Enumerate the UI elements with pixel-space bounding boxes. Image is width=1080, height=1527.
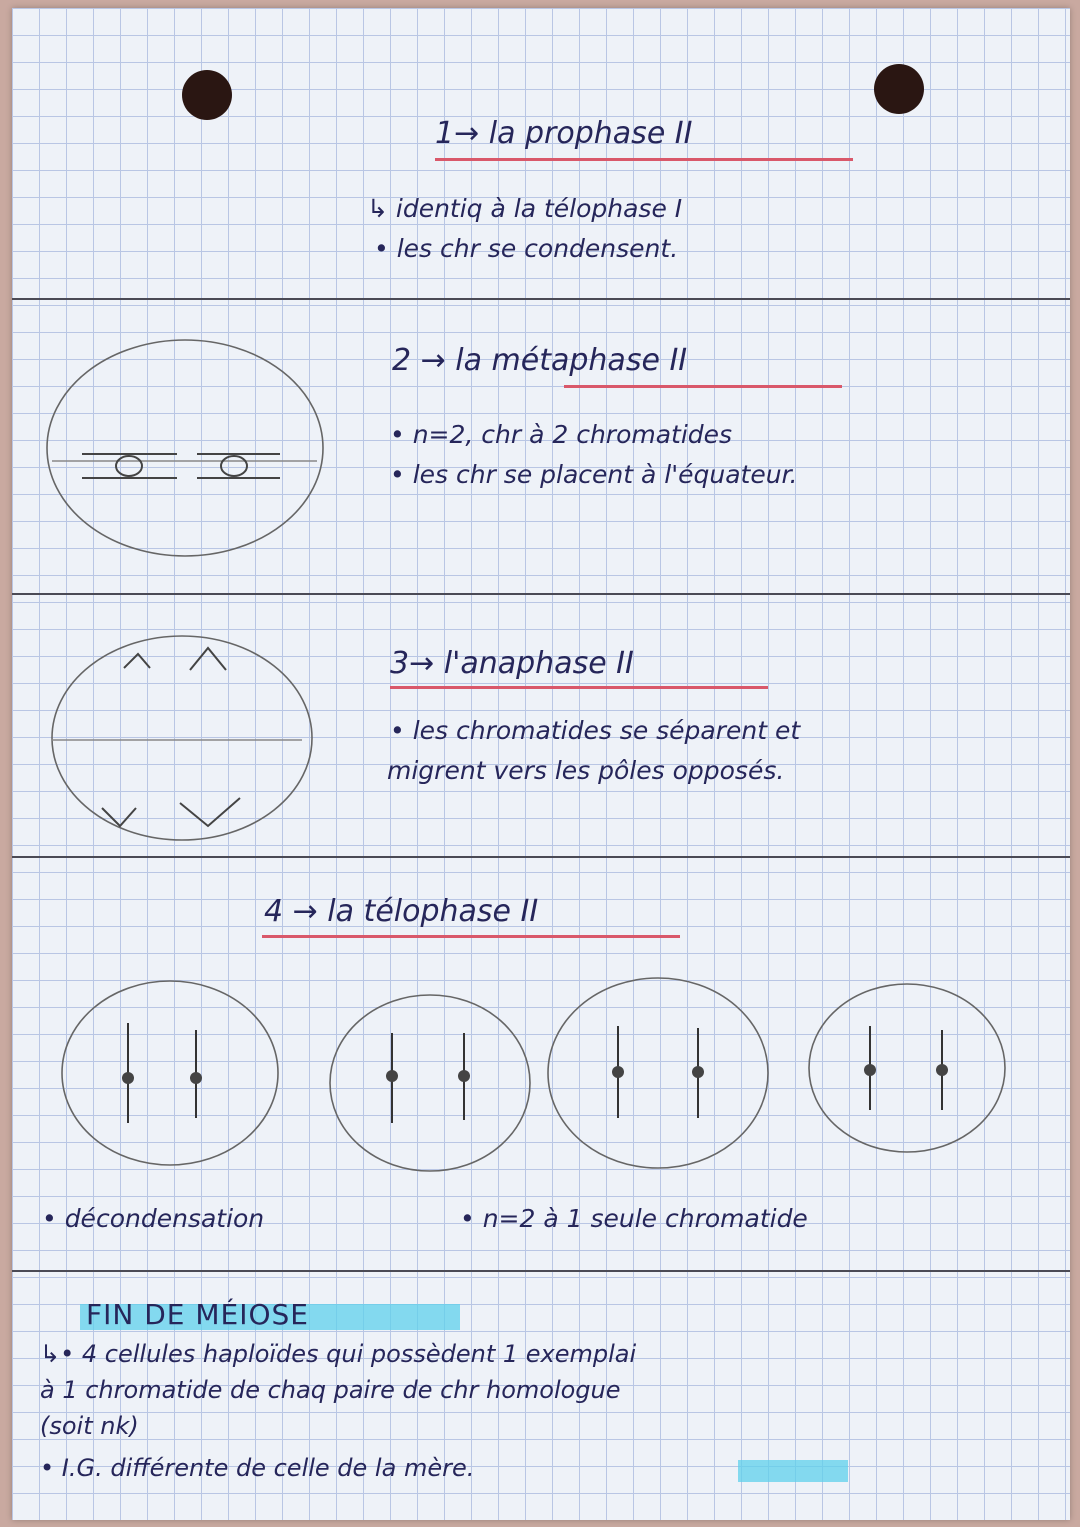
anaphase-chromatid (102, 808, 136, 826)
anaphase-cell (52, 636, 312, 840)
metaphase-cell (47, 340, 323, 556)
section1-line-1: ↳ identiq à la télophase I (367, 194, 683, 223)
section5-title: FIN DE MÉIOSE (86, 1298, 309, 1331)
metaphase-chromosome (221, 456, 247, 476)
section3-line-1: • les chromatides se séparent et (390, 716, 801, 745)
section1-title: 1→ la prophase II (435, 116, 693, 151)
section5-line-1: ↳• 4 cellules haploïdes qui possèdent 1 exemplai (40, 1340, 637, 1368)
section4-note-left: • décondensation (42, 1204, 265, 1233)
section3-line-2: migrent vers les pôles opposés. (387, 756, 785, 785)
centromere (612, 1066, 624, 1078)
telophase-cell (548, 978, 768, 1168)
section2-line-2: • les chr se placent à l'équateur. (390, 460, 798, 489)
section5-line-4: • I.G. différente de celle de la mère. (40, 1454, 475, 1482)
anaphase-chromatid (180, 798, 240, 826)
section4-title: 4 → la télophase II (264, 894, 539, 929)
centromere (864, 1064, 876, 1076)
centromere (386, 1070, 398, 1082)
section1-line-2: • les chr se condensent. (374, 234, 679, 263)
telophase-cell (330, 995, 530, 1171)
anaphase-chromatid (190, 648, 226, 670)
notebook-page (12, 8, 1070, 1520)
telophase-cell (809, 984, 1005, 1152)
centromere (692, 1066, 704, 1078)
centromere (458, 1070, 470, 1082)
centromere (190, 1072, 202, 1084)
anaphase-chromatid (124, 654, 150, 668)
telophase-cell (62, 981, 278, 1165)
section2-line-1: • n=2, chr à 2 chromatides (390, 420, 733, 449)
metaphase-chromosome (116, 456, 142, 476)
section2-title: 2 → la métaphase II (392, 343, 688, 378)
section5-line-2: à 1 chromatide de chaq paire de chr homologue (40, 1376, 621, 1404)
pencil-drawings (12, 8, 1070, 1520)
centromere (936, 1064, 948, 1076)
section4-note-right: • n=2 à 1 seule chromatide (460, 1204, 808, 1233)
centromere (122, 1072, 134, 1084)
section3-title: 3→ l'anaphase II (390, 646, 634, 681)
section5-line-3: (soit nk) (40, 1412, 139, 1440)
